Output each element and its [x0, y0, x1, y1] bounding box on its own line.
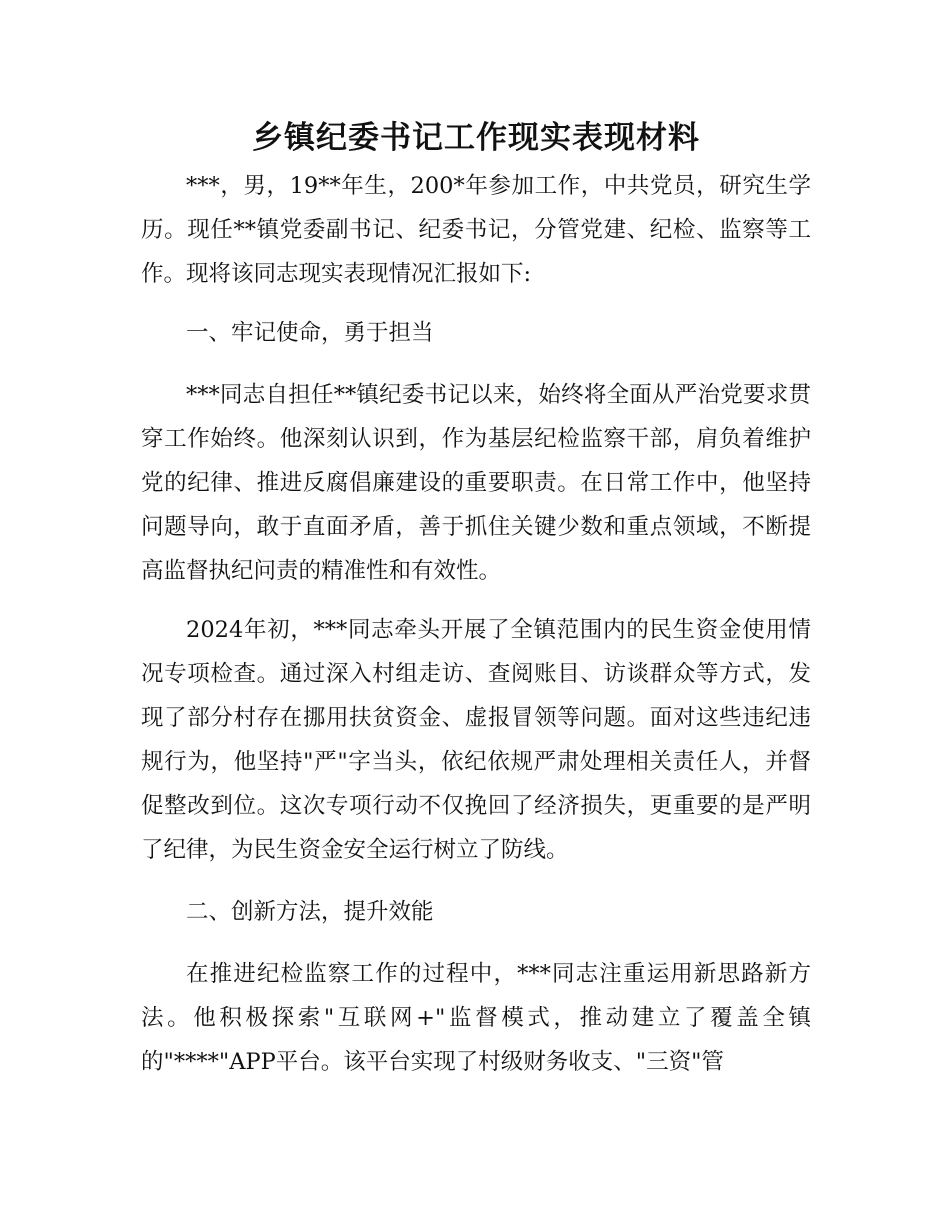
document-title: 乡镇纪委书记工作现实表现材料: [252, 120, 700, 156]
section-heading-1: 一、牢记使命，勇于担当: [186, 320, 434, 346]
intro-paragraph: ***，男，19**年生，200*年参加工作，中共党员，研究生学历。现任**镇党委副书记、纪委书记，分管党建、纪检、监察等工作。现将该同志现实表现情况汇报如下:: [141, 173, 811, 287]
body-paragraph: 2024年初，***同志牵头开展了全镇范围内的民生资金使用情况专项检查。通过深入村组走访、查阅账目、访谈群众等方式，发现了部分村存在挪用扶贫资金、虚报冒领等问题。面对这些违纪违规行为，他坚持"严"字当头，依纪依规严肃处理相关责任人，并督促整改到位。这次专项行动不仅挽回了经济损失，更重要的是严明了纪律，为民生资金安全运行树立了防线。: [141, 617, 811, 863]
body-paragraph: 在推进纪检监察工作的过程中，***同志注重运用新思路新方法。他积极探索"互联网+"监督模式，推动建立了覆盖全镇的"****"APP平台。该平台实现了村级财务收支、"三资"管: [141, 961, 811, 1075]
body-paragraph: ***同志自担任**镇纪委书记以来，始终将全面从严治党要求贯穿工作始终。他深刻认识到，作为基层纪检监察干部，肩负着维护党的纪律、推进反腐倡廉建设的重要职责。在日常工作中，他坚持问题导向，敢于直面矛盾，善于抓住关键少数和重点领域，不断提高监督执纪问责的精准性和有效性。: [141, 382, 811, 584]
document-body: [141, 112, 811, 1084]
section-heading-2: 二、创新方法，提升效能: [186, 899, 434, 925]
